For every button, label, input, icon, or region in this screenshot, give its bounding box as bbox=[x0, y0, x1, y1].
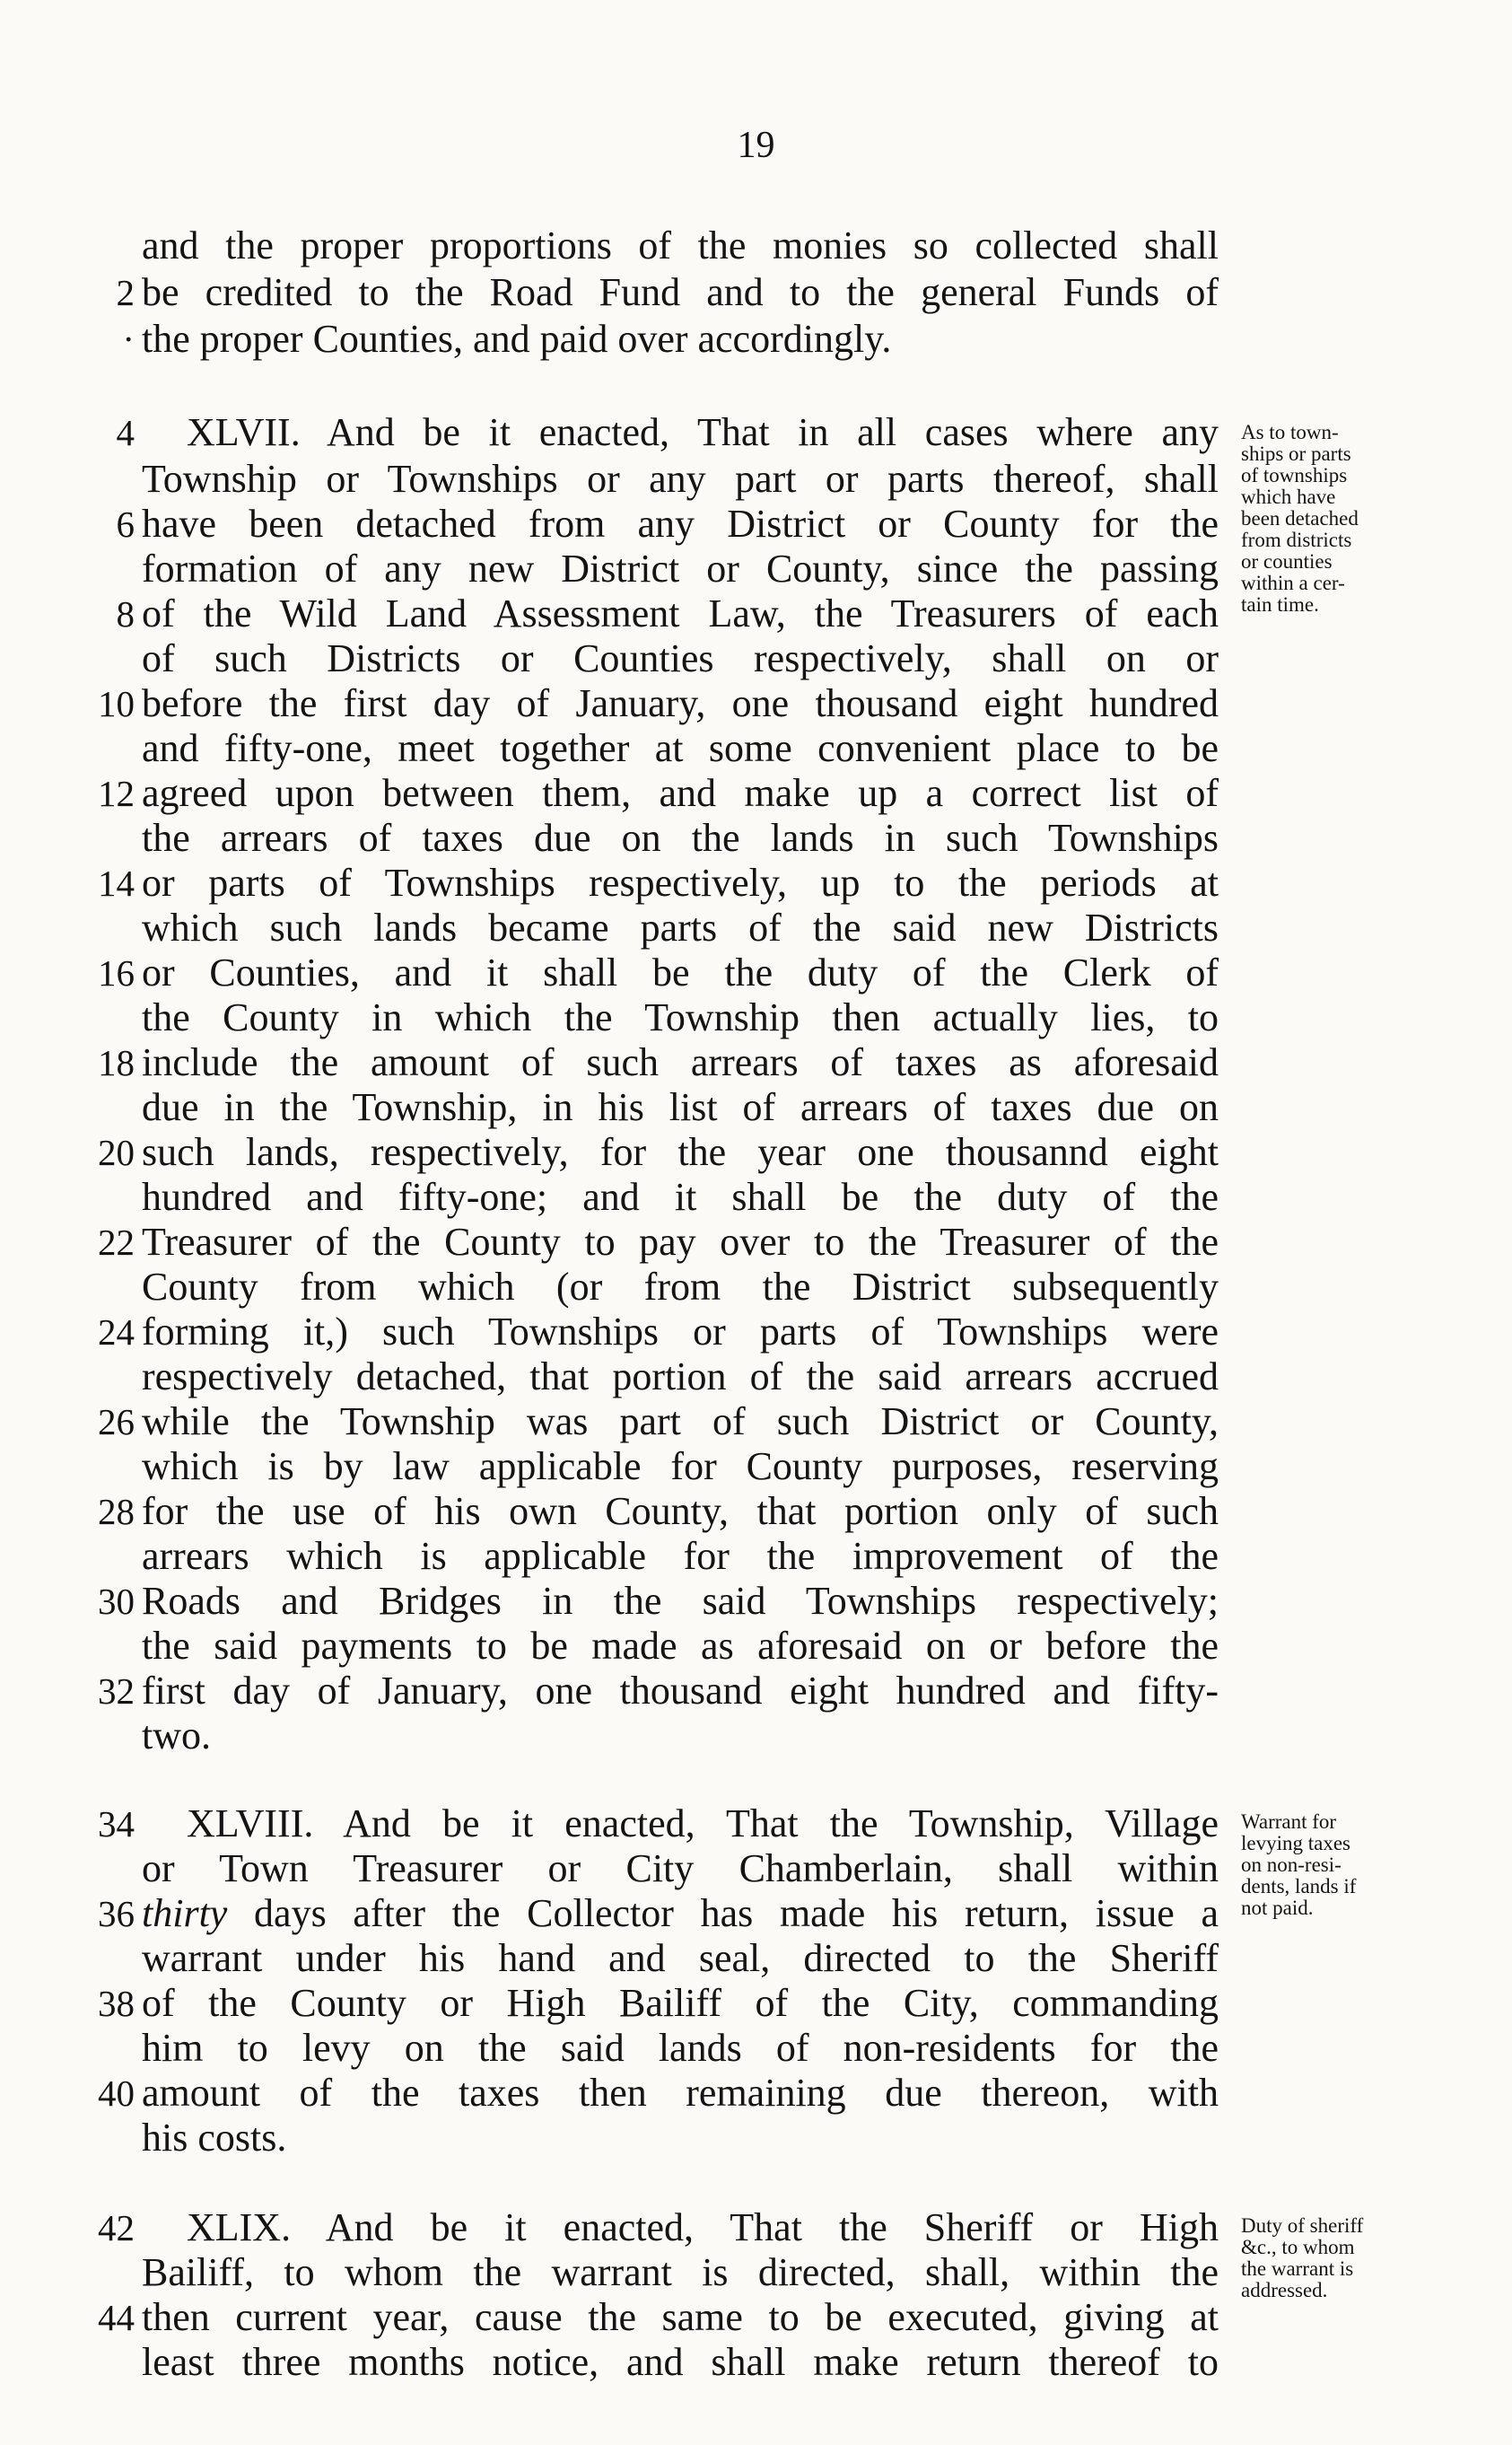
margin-note bbox=[1241, 1811, 1429, 1919]
line-text: Bailiff, to whom the warrant is directed, shall, within the bbox=[142, 2250, 1219, 2294]
line-number: 14 bbox=[98, 863, 135, 904]
line-text: formation of any new District or County, since the passing bbox=[142, 547, 1219, 591]
line-text: such lands, respectively, for the year one thousannd eight bbox=[142, 1130, 1219, 1174]
margin-note-line: As to town- bbox=[1241, 421, 1339, 443]
line-number: 4 bbox=[116, 412, 135, 453]
line-number: 36 bbox=[98, 1893, 135, 1934]
margin-note-line: addressed. bbox=[1241, 2279, 1328, 2301]
line-number: 38 bbox=[98, 1983, 135, 2024]
line-number: 26 bbox=[98, 1401, 135, 1442]
line-text: XLVII. And be it enacted, That in all cases where any bbox=[187, 410, 1219, 454]
margin-note-line: tain time. bbox=[1241, 593, 1319, 616]
margin-note-line: or counties bbox=[1241, 550, 1333, 573]
line-number: 18 bbox=[98, 1042, 135, 1083]
line-text: County from which (or from the District subsequently bbox=[142, 1265, 1219, 1309]
line-number: 2 bbox=[116, 272, 135, 313]
line-text: be credited to the Road Fund and to the general Funds of bbox=[142, 270, 1219, 314]
line-text: Treasurer of the County to pay over to the Treasurer of the bbox=[142, 1220, 1219, 1264]
line-text: then current year, cause the same to be executed, giving at bbox=[142, 2295, 1219, 2339]
line-text: or Counties, and it shall be the duty of the Clerk of bbox=[142, 951, 1219, 995]
text-line bbox=[0, 1713, 1512, 1765]
line-number: 12 bbox=[98, 773, 135, 814]
line-text: the arrears of taxes due on the lands in such Townships bbox=[142, 816, 1219, 860]
line-number: 28 bbox=[98, 1491, 135, 1532]
line-text: least three months notice, and shall make return thereof to bbox=[142, 2340, 1219, 2384]
line-text: include the amount of such arrears of taxes as aforesaid bbox=[142, 1040, 1219, 1084]
line-text: agreed upon between them, and make up a correct list of bbox=[142, 771, 1219, 815]
line-text: XLVIII. And be it enacted, That the Township, Village bbox=[187, 1801, 1219, 1845]
line-number: 44 bbox=[98, 2297, 135, 2338]
line-text: for the use of his own County, that portion only of such bbox=[142, 1489, 1219, 1533]
text-line bbox=[0, 223, 1512, 275]
margin-note bbox=[1241, 422, 1429, 616]
line-number: 34 bbox=[98, 1803, 135, 1845]
line-text: which such lands became parts of the said new Districts bbox=[142, 906, 1219, 950]
margin-note-line: the warrant is bbox=[1241, 2257, 1354, 2280]
line-text: hundred and fifty-one; and it shall be the duty of the bbox=[142, 1175, 1219, 1219]
margin-note-line: which have bbox=[1241, 486, 1336, 508]
line-text: due in the Township, in his list of arrears of taxes due on bbox=[142, 1085, 1219, 1129]
line-text: arrears which is applicable for the improvement of the bbox=[142, 1534, 1219, 1578]
margin-note bbox=[1241, 2215, 1429, 2301]
line-number: 6 bbox=[116, 504, 135, 545]
line-text: the proper Counties, and paid over accordingly. bbox=[142, 317, 892, 361]
line-text: forming it,) such Townships or parts of Townships were bbox=[142, 1310, 1219, 1354]
line-number: 8 bbox=[116, 593, 135, 635]
line-number: 42 bbox=[98, 2207, 135, 2248]
page-number: 19 bbox=[737, 125, 775, 166]
margin-note-line: from districts bbox=[1241, 529, 1352, 551]
line-text: or parts of Townships respectively, up to the periods at bbox=[142, 861, 1219, 905]
line-number: 10 bbox=[98, 683, 135, 724]
text-line bbox=[0, 316, 1512, 368]
line-text: or Town Treasurer or City Chamberlain, shall within bbox=[142, 1846, 1219, 1890]
text-line bbox=[0, 2339, 1512, 2391]
line-text: warrant under his hand and seal, directed to the Sheriff bbox=[142, 1936, 1219, 1980]
line-text: Roads and Bridges in the said Townships respectively; bbox=[142, 1579, 1219, 1623]
margin-note-line: within a cer- bbox=[1241, 572, 1345, 594]
line-text: of the Wild Land Assessment Law, the Treasurers of each bbox=[142, 592, 1219, 635]
line-text: and the proper proportions of the monies so collected shall bbox=[142, 223, 1219, 267]
line-text: and fifty-one, meet together at some convenient place to be bbox=[142, 726, 1219, 770]
margin-note-line: dents, lands if bbox=[1241, 1875, 1357, 1897]
margin-note-line: levying taxes bbox=[1241, 1832, 1350, 1854]
line-text: which is by law applicable for County purposes, reserving bbox=[142, 1444, 1219, 1488]
line-text: his costs. bbox=[142, 2116, 287, 2160]
margin-note-line: ships or parts bbox=[1241, 443, 1351, 465]
line-number: · bbox=[122, 319, 135, 360]
line-text: the County in which the Township then actually lies, to bbox=[142, 995, 1219, 1039]
margin-note-line: not paid. bbox=[1241, 1897, 1314, 1919]
line-text: two. bbox=[142, 1713, 211, 1757]
margin-note-line: been detached bbox=[1241, 507, 1359, 530]
line-text: respectively detached, that portion of the said arrears accrued bbox=[142, 1354, 1219, 1398]
line-text: him to levy on the said lands of non-residents for the bbox=[142, 2026, 1219, 2070]
margin-note-line: &c., to whom bbox=[1241, 2236, 1355, 2258]
line-text: of such Districts or Counties respectively, shall on or bbox=[142, 636, 1219, 680]
line-text: the said payments to be made as aforesaid on or before the bbox=[142, 1624, 1219, 1668]
line-number: 16 bbox=[98, 952, 135, 994]
margin-note-line: on non-resi- bbox=[1241, 1853, 1342, 1876]
line-number: 24 bbox=[98, 1311, 135, 1353]
line-text: first day of January, one thousand eight hundred and fifty- bbox=[142, 1669, 1219, 1713]
margin-note-line: Duty of sheriff bbox=[1241, 2214, 1364, 2237]
line-number: 40 bbox=[98, 2073, 135, 2114]
line-number: 20 bbox=[98, 1132, 135, 1173]
line-text: thirty days after the Collector has made his return, issue a bbox=[142, 1891, 1219, 1935]
line-text: amount of the taxes then remaining due thereon, with bbox=[142, 2071, 1219, 2115]
text-line bbox=[0, 269, 1512, 321]
text-line bbox=[0, 2115, 1512, 2167]
line-number: 22 bbox=[98, 1222, 135, 1263]
line-text: before the first day of January, one thousand eight hundred bbox=[142, 681, 1219, 725]
line-text: Township or Townships or any part or parts thereof, shall bbox=[142, 457, 1219, 501]
line-text: while the Township was part of such District or County, bbox=[142, 1399, 1219, 1443]
margin-note-line: Warrant for bbox=[1241, 1810, 1337, 1833]
line-text: XLIX. And be it enacted, That the Sheriff or High bbox=[187, 2205, 1219, 2249]
line-text: of the County or High Bailiff of the City, commanding bbox=[142, 1981, 1219, 2025]
line-number: 30 bbox=[98, 1581, 135, 1622]
line-number: 32 bbox=[98, 1670, 135, 1712]
margin-note-line: of townships bbox=[1241, 464, 1348, 486]
line-text: have been detached from any District or County for the bbox=[142, 502, 1219, 546]
